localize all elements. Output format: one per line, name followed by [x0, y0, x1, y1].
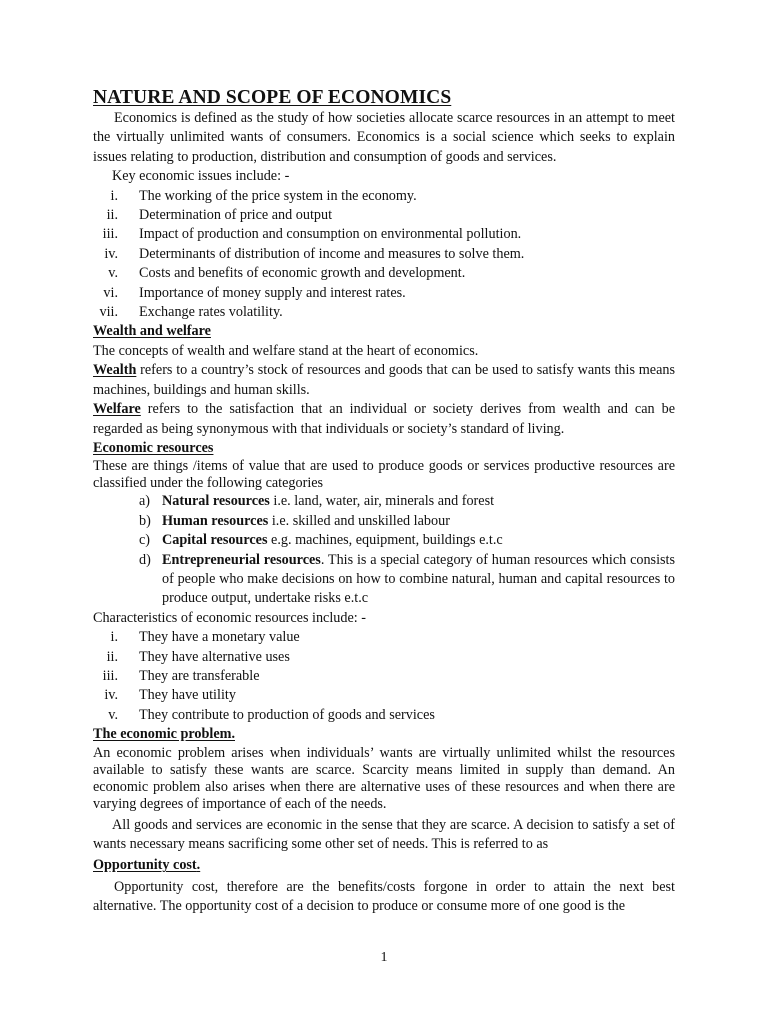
wealth-welfare-intro: The concepts of wealth and welfare stand at the heart of economics. [93, 342, 479, 359]
list-text: Determination of price and output [139, 207, 333, 224]
list-item [93, 706, 675, 725]
list-number: v. [108, 265, 118, 282]
resource-desc: i.e. land, water, air, minerals and forest [269, 493, 495, 510]
list-item [93, 512, 675, 531]
list-item [93, 551, 675, 609]
characteristics-list [93, 628, 675, 725]
list-number: iv. [104, 687, 118, 704]
list-text: Importance of money supply and interest rates. [139, 284, 406, 301]
list-letter: d) [139, 551, 151, 568]
key-issues-lead: Key economic issues include: - [112, 168, 290, 185]
list-text: They contribute to production of goods and services [139, 706, 435, 723]
list-item [93, 187, 675, 206]
opportunity-heading-text: Opportunity cost [93, 857, 197, 874]
list-number: iii. [102, 667, 118, 684]
list-item [93, 492, 675, 511]
list-text: Exchange rates volatility. [139, 304, 283, 321]
list-number: iv. [104, 245, 118, 262]
resource-term: Entrepreneurial resources [162, 551, 321, 568]
list-number: i. [110, 187, 118, 204]
list-number: i. [110, 629, 118, 646]
list-text: They have a monetary value [139, 629, 300, 646]
list-item [93, 206, 675, 225]
resource-desc: . This is a special category of human resources which consists of people who make decisions on how to combine natural, human and capital resources to produce output, undertake risks e.t.c [162, 551, 676, 607]
wealth-term: Wealth [93, 362, 137, 379]
key-issues-list [93, 187, 675, 323]
section-heading-opportunity-cost [93, 856, 675, 875]
intro-paragraph: Economics is defined as the study of how societies allocate scarce resources in an attempt to meet the virtually unlimited wants of consumers. Economics is a social science which seeks to explain issues relating to production, distribution and consumption of goods and services. [93, 110, 675, 165]
resource-term: Capital resources [162, 532, 268, 549]
list-text: They have utility [139, 687, 236, 704]
list-letter: b) [139, 512, 151, 529]
welfare-definition-text: refers to the satisfaction that an individual or society derives from wealth and can be regarded as being synonymous with that individuals or society’s standard of living. [93, 401, 675, 437]
wealth-definition-text: refers to a country’s stock of resources and goods that can be used to satisfy wants this means machines, buildings and human skills. [93, 362, 675, 398]
list-number: ii. [106, 207, 118, 224]
section-heading-economic-problem: The economic problem. [93, 726, 235, 743]
list-text [162, 492, 675, 511]
list-letter: c) [139, 532, 151, 549]
list-item [93, 648, 675, 667]
list-text: Determinants of distribution of income and measures to solve them. [139, 245, 525, 262]
list-number: iii. [102, 226, 118, 243]
list-item [93, 284, 675, 303]
resources-intro: These are things /items of value that are used to produce goods or services productive resources are classified under the following categories [93, 458, 675, 492]
list-text: They are transferable [139, 667, 260, 684]
list-item [93, 628, 675, 647]
list-item [93, 225, 675, 244]
list-item [93, 303, 675, 322]
list-number: v. [108, 706, 118, 723]
resource-desc: i.e. skilled and unskilled labour [268, 512, 450, 529]
list-item [93, 264, 675, 283]
wealth-definition [93, 361, 675, 400]
page-title: NATURE AND SCOPE OF ECONOMICS [93, 87, 452, 108]
section-heading-economic-resources: Economic resources [93, 439, 214, 456]
page-content [93, 86, 675, 917]
economic-problem-paragraph: An economic problem arises when individuals’ wants are virtually unlimited whilst the resources available to satisfy these wants are scarce. Scarcity means limited in supply than demand. An economic problem also arises when there are alternative uses of these resources and when there are varying degrees of importance of each of the needs. [93, 744, 675, 812]
section-heading-wealth-welfare: Wealth and welfare [93, 323, 211, 340]
list-item [93, 686, 675, 705]
page-number: 1 [380, 950, 388, 965]
welfare-term: Welfare [93, 401, 141, 418]
opportunity-cost-paragraph: Opportunity cost, therefore are the benefits/costs forgone in order to attain the next best alternative. The opportunity cost of a decision to produce or consume more of one good is the [93, 878, 675, 915]
resources-list [93, 492, 675, 608]
list-text: Costs and benefits of economic growth and development. [139, 265, 466, 282]
list-item [93, 245, 675, 264]
list-text: The working of the price system in the economy. [139, 187, 417, 204]
list-text [162, 531, 675, 550]
list-text [162, 551, 675, 609]
list-number: ii. [106, 648, 118, 665]
list-item [93, 531, 675, 550]
list-number: vi. [103, 284, 118, 301]
resource-term: Natural resources [162, 493, 270, 510]
list-number: vii. [99, 304, 118, 321]
opportunity-heading-dot: . [196, 857, 201, 874]
resource-term: Human resources [162, 512, 269, 529]
characteristics-lead: Characteristics of economic resources include: - [93, 609, 366, 626]
list-text: They have alternative uses [139, 648, 290, 665]
list-item [93, 667, 675, 686]
welfare-definition [93, 400, 675, 439]
list-text: Impact of production and consumption on environmental pollution. [139, 226, 522, 243]
list-letter: a) [139, 493, 151, 510]
resource-desc: e.g. machines, equipment, buildings e.t.c [267, 532, 503, 549]
list-text [162, 512, 675, 531]
scarcity-paragraph: All goods and services are economic in the sense that they are scarce. A decision to satisfy a set of wants necessary means sacrificing some other set of needs. This is referred to as [93, 816, 675, 852]
